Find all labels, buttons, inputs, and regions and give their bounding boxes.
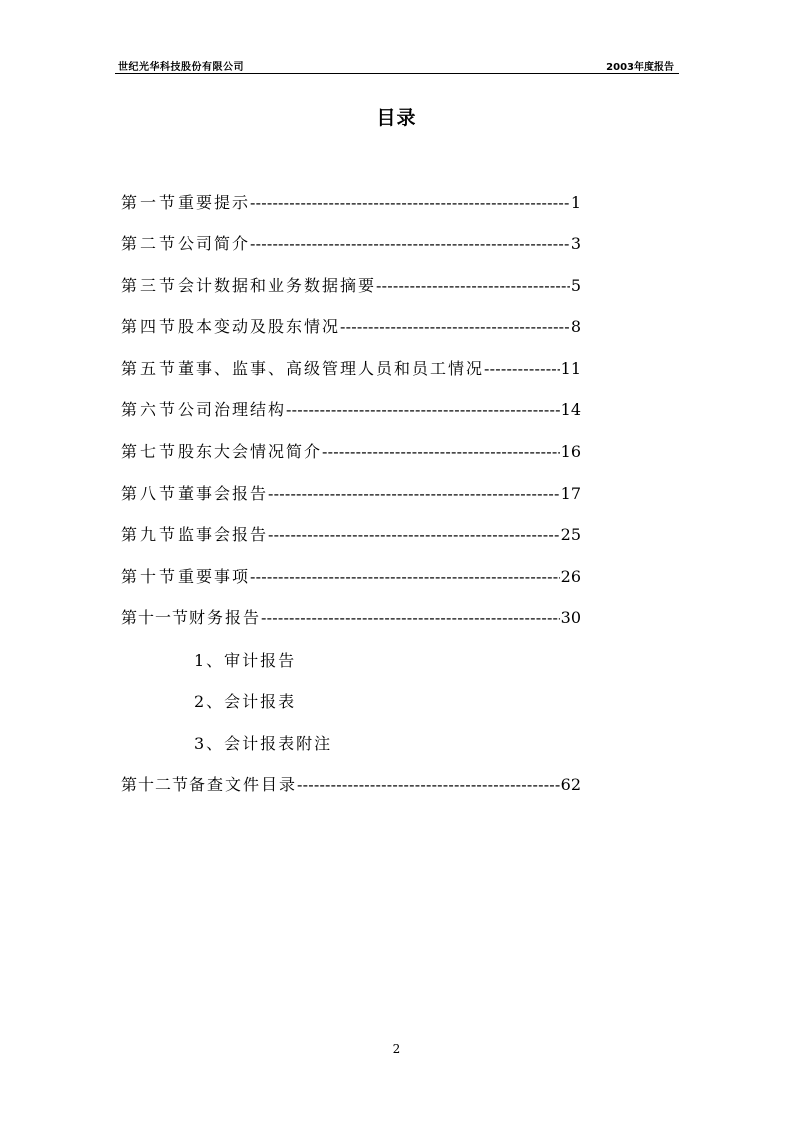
toc-page: 1 <box>570 193 581 212</box>
toc-subitem[interactable] <box>194 648 494 670</box>
toc-section: 第十二节 <box>121 775 190 794</box>
toc-page: 3 <box>570 234 581 253</box>
toc-entry[interactable] <box>121 356 581 378</box>
toc-leader <box>286 400 560 419</box>
toc-leader <box>268 525 560 544</box>
toc-leader <box>340 317 570 336</box>
toc-title: 备查文件目录 <box>189 775 298 794</box>
toc-subitem[interactable] <box>194 689 494 711</box>
toc-page: 14 <box>560 400 581 419</box>
toc-section: 第十一节 <box>121 608 190 627</box>
toc-entry[interactable] <box>121 522 581 544</box>
toc-subitem-label: 1、审计报告 <box>194 651 297 670</box>
toc-entry[interactable] <box>121 190 581 212</box>
toc-leader <box>250 567 560 586</box>
toc-title: 股东大会情况简介 <box>178 442 323 461</box>
toc-entry[interactable] <box>121 481 581 503</box>
toc-page: 25 <box>560 525 581 544</box>
header-company: 世纪光华科技股份有限公司 <box>118 62 244 73</box>
toc-section: 第四节 <box>121 317 179 336</box>
toc-title: 重要提示 <box>178 193 251 212</box>
toc-entry[interactable] <box>121 439 581 461</box>
toc-title: 监事会报告 <box>178 525 269 544</box>
toc-leader <box>484 359 560 378</box>
toc-leader <box>297 775 560 794</box>
toc-leader <box>322 442 560 461</box>
toc-page: 17 <box>560 484 581 503</box>
toc-page: 8 <box>570 317 581 336</box>
toc-section: 第五节 <box>121 359 179 378</box>
toc-section: 第八节 <box>121 484 179 503</box>
toc-section: 第十节 <box>121 567 179 586</box>
toc-title: 重要事项 <box>178 567 251 586</box>
toc-title: 股本变动及股东情况 <box>178 317 341 336</box>
page-number: 2 <box>392 1042 401 1056</box>
toc-page: 5 <box>570 276 581 295</box>
toc-leader <box>250 234 570 253</box>
toc-title: 董事、监事、高级管理人员和员工情况 <box>178 359 485 378</box>
toc-subitem-label: 2、会计报表 <box>194 692 297 711</box>
toc-section: 第二节 <box>121 234 179 253</box>
toc-entry[interactable] <box>121 772 581 794</box>
toc-title: 公司治理结构 <box>178 400 287 419</box>
toc-leader <box>261 608 560 627</box>
toc-entry[interactable] <box>121 564 581 586</box>
toc-entry[interactable] <box>121 231 581 253</box>
toc-page: 26 <box>560 567 581 586</box>
header-report-title: 2003年度报告 <box>606 62 674 73</box>
toc-entry[interactable] <box>121 273 581 295</box>
toc-entry[interactable] <box>121 314 581 336</box>
toc-page: 62 <box>560 775 581 794</box>
toc-subitem[interactable] <box>194 731 494 753</box>
page-title: 目录 <box>376 107 417 129</box>
toc-page: 30 <box>560 608 581 627</box>
toc-leader <box>268 484 560 503</box>
toc-subitem-label: 3、会计报表附注 <box>194 734 333 753</box>
toc-title: 会计数据和业务数据摘要 <box>178 276 377 295</box>
toc-title: 公司简介 <box>178 234 251 253</box>
toc-page: 16 <box>560 442 581 461</box>
toc-section: 第六节 <box>121 400 179 419</box>
toc-section: 第九节 <box>121 525 179 544</box>
toc-entry[interactable] <box>121 605 581 627</box>
toc-section: 第七节 <box>121 442 179 461</box>
toc-title: 董事会报告 <box>178 484 269 503</box>
toc-entry[interactable] <box>121 397 581 419</box>
toc-page: 11 <box>560 359 581 378</box>
toc-section: 第三节 <box>121 276 179 295</box>
toc-title: 财务报告 <box>189 608 262 627</box>
toc-leader <box>250 193 570 212</box>
toc-leader <box>376 276 570 295</box>
toc-section: 第一节 <box>121 193 179 212</box>
